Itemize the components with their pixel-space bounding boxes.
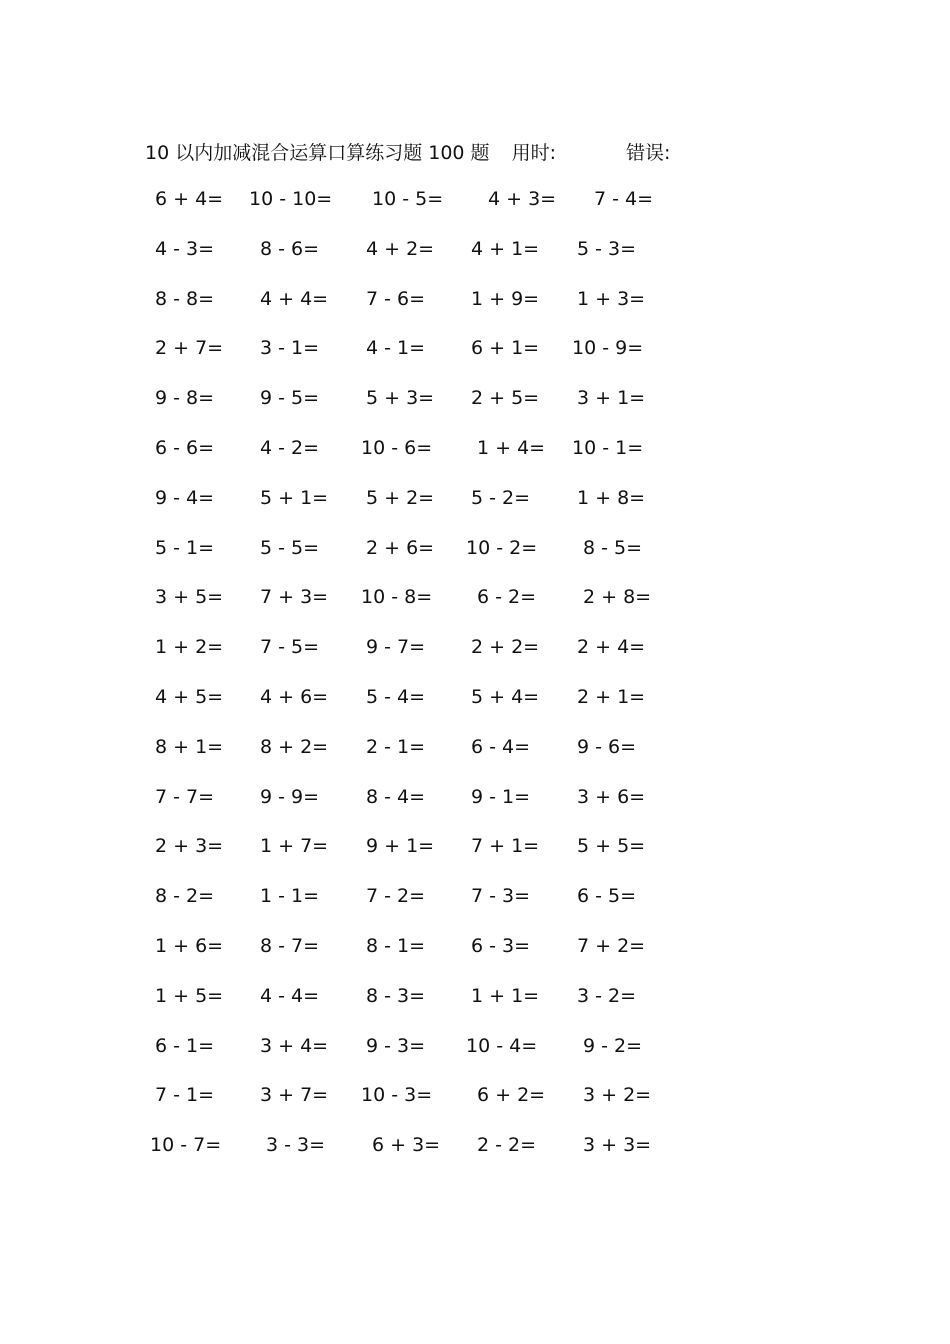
problem-item: 5 + 3= xyxy=(366,387,435,410)
problem-item: 1 + 8= xyxy=(577,486,646,509)
problem-row xyxy=(0,433,950,463)
problem-row xyxy=(0,931,950,961)
problem-item: 7 - 3= xyxy=(471,885,531,908)
problem-row xyxy=(0,1031,950,1061)
problem-item: 5 - 1= xyxy=(155,536,215,559)
problem-item: 4 - 3= xyxy=(155,237,215,260)
problem-item: 2 + 5= xyxy=(471,387,540,410)
worksheet-title: 10 以内加减混合运算口算练习题 100 题 xyxy=(145,141,490,164)
problem-item: 5 - 5= xyxy=(260,536,320,559)
problem-item: 9 - 1= xyxy=(471,785,531,808)
problem-row xyxy=(0,1080,950,1110)
problem-item: 1 + 5= xyxy=(155,984,224,1007)
problem-item: 5 - 4= xyxy=(366,686,426,708)
problem-item: 7 - 6= xyxy=(366,287,426,310)
problem-item: 5 + 5= xyxy=(577,835,646,858)
problem-item: 6 - 4= xyxy=(471,735,531,758)
problem-item: 3 - 1= xyxy=(260,337,320,360)
problem-item: 1 + 6= xyxy=(155,935,224,957)
problem-item: 1 + 1= xyxy=(471,984,540,1007)
problem-item: 1 - 1= xyxy=(260,885,320,908)
problem-item: 1 + 4= xyxy=(477,437,546,459)
problem-item: 6 + 1= xyxy=(471,337,540,360)
problem-item: 2 + 7= xyxy=(155,337,224,360)
problem-item: 4 - 1= xyxy=(366,337,426,360)
problem-item: 4 - 2= xyxy=(260,437,320,459)
problem-item: 6 - 6= xyxy=(155,437,215,459)
problem-item: 7 + 3= xyxy=(260,586,329,609)
problem-item: 7 + 2= xyxy=(577,935,646,957)
problem-item: 3 + 5= xyxy=(155,586,224,609)
problem-row xyxy=(0,682,950,712)
problem-row xyxy=(0,483,950,513)
problem-row xyxy=(0,632,950,662)
problem-item: 3 - 3= xyxy=(266,1134,326,1157)
problem-item: 4 + 3= xyxy=(488,188,557,210)
problem-item: 9 - 7= xyxy=(366,636,426,659)
problem-item: 9 - 9= xyxy=(260,785,320,808)
problem-row xyxy=(0,184,950,214)
problem-item: 9 - 4= xyxy=(155,486,215,509)
problem-row xyxy=(0,1130,950,1160)
problem-item: 6 - 2= xyxy=(477,586,537,609)
problem-row xyxy=(0,284,950,314)
problem-item: 4 + 2= xyxy=(366,237,435,260)
problem-item: 2 + 6= xyxy=(366,536,435,559)
problem-item: 3 - 2= xyxy=(577,984,637,1007)
problem-item: 4 + 5= xyxy=(155,686,224,708)
problem-item: 10 - 9= xyxy=(572,337,644,360)
problem-row xyxy=(0,732,950,762)
problem-item: 3 + 6= xyxy=(577,785,646,808)
problem-item: 9 - 3= xyxy=(366,1034,426,1057)
problem-item: 8 - 1= xyxy=(366,935,426,957)
problem-row xyxy=(0,383,950,413)
problem-row xyxy=(0,831,950,861)
problem-item: 4 + 1= xyxy=(471,237,540,260)
problem-item: 7 - 7= xyxy=(155,785,215,808)
problem-item: 8 + 2= xyxy=(260,735,329,758)
problem-item: 7 - 5= xyxy=(260,636,320,659)
problem-row xyxy=(0,582,950,612)
problem-item: 1 + 7= xyxy=(260,835,329,858)
problem-item: 1 + 9= xyxy=(471,287,540,310)
problem-item: 3 + 7= xyxy=(260,1084,329,1107)
problem-item: 8 - 8= xyxy=(155,287,215,310)
problem-row xyxy=(0,533,950,563)
problem-item: 10 - 5= xyxy=(372,188,444,210)
problem-item: 7 + 1= xyxy=(471,835,540,858)
problem-item: 10 - 6= xyxy=(361,437,433,459)
problem-item: 2 - 2= xyxy=(477,1134,537,1157)
problem-item: 8 - 5= xyxy=(583,536,643,559)
problem-item: 2 + 3= xyxy=(155,835,224,858)
problem-item: 4 - 4= xyxy=(260,984,320,1007)
problem-item: 2 + 2= xyxy=(471,636,540,659)
problem-item: 2 - 1= xyxy=(366,735,426,758)
problem-item: 3 + 1= xyxy=(577,387,646,410)
problem-item: 5 + 1= xyxy=(260,486,329,509)
problem-item: 8 - 6= xyxy=(260,237,320,260)
problem-item: 6 + 4= xyxy=(155,188,224,210)
problem-item: 10 - 1= xyxy=(572,437,644,459)
problem-item: 10 - 3= xyxy=(361,1084,433,1107)
problem-row xyxy=(0,981,950,1011)
problem-item: 5 + 4= xyxy=(471,686,540,708)
problem-item: 6 - 1= xyxy=(155,1034,215,1057)
problem-row xyxy=(0,782,950,812)
problem-row xyxy=(0,333,950,363)
problem-item: 9 - 8= xyxy=(155,387,215,410)
problem-item: 10 - 10= xyxy=(249,188,333,210)
problem-item: 7 - 2= xyxy=(366,885,426,908)
problem-item: 9 - 5= xyxy=(260,387,320,410)
problem-item: 10 - 7= xyxy=(150,1134,222,1157)
problem-item: 10 - 2= xyxy=(466,536,538,559)
problem-item: 9 - 6= xyxy=(577,735,637,758)
problem-item: 5 + 2= xyxy=(366,486,435,509)
problem-item: 6 - 5= xyxy=(577,885,637,908)
time-used-label: 用时: xyxy=(511,141,556,164)
problem-item: 5 - 2= xyxy=(471,486,531,509)
problem-item: 1 + 2= xyxy=(155,636,224,659)
problem-item: 5 - 3= xyxy=(577,237,637,260)
problem-item: 8 - 2= xyxy=(155,885,215,908)
problem-item: 6 + 3= xyxy=(372,1134,441,1157)
problem-item: 8 - 4= xyxy=(366,785,426,808)
problem-item: 8 + 1= xyxy=(155,735,224,758)
problem-row xyxy=(0,881,950,911)
problem-item: 9 + 1= xyxy=(366,835,435,858)
problem-item: 8 - 7= xyxy=(260,935,320,957)
problem-item: 3 + 4= xyxy=(260,1034,329,1057)
problem-item: 2 + 8= xyxy=(583,586,652,609)
problem-item: 7 - 1= xyxy=(155,1084,215,1107)
errors-label: 错误: xyxy=(625,141,671,164)
problem-item: 4 + 4= xyxy=(260,287,329,310)
problem-item: 8 - 3= xyxy=(366,984,426,1007)
problem-item: 6 - 3= xyxy=(471,935,531,957)
problem-item: 4 + 6= xyxy=(260,686,329,708)
problem-item: 2 + 4= xyxy=(577,636,646,659)
problem-item: 2 + 1= xyxy=(577,686,646,708)
problem-row xyxy=(0,234,950,264)
problem-item: 6 + 2= xyxy=(477,1084,546,1107)
problem-item: 3 + 2= xyxy=(583,1084,652,1107)
problem-item: 3 + 3= xyxy=(583,1134,652,1157)
problem-item: 9 - 2= xyxy=(583,1034,643,1057)
problem-item: 7 - 4= xyxy=(594,188,654,210)
problem-item: 10 - 8= xyxy=(361,586,433,609)
problem-item: 1 + 3= xyxy=(577,287,646,310)
problem-item: 10 - 4= xyxy=(466,1034,538,1057)
